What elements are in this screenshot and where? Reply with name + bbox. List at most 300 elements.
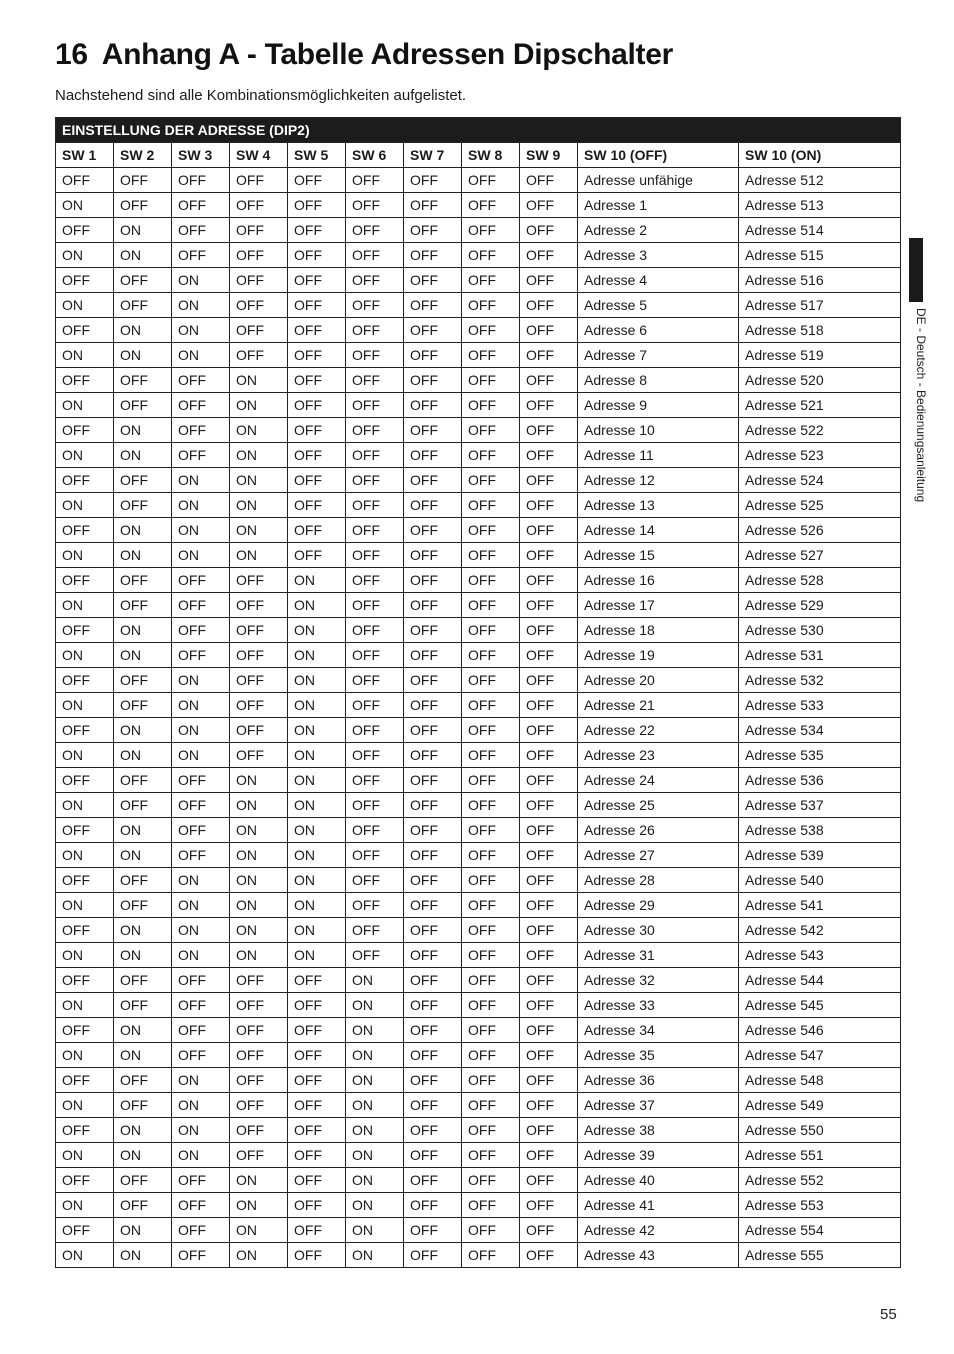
switch-state-cell: OFF bbox=[520, 1068, 578, 1093]
switch-state-cell: ON bbox=[56, 293, 114, 318]
switch-state-cell: ON bbox=[230, 368, 288, 393]
switch-state-cell: OFF bbox=[288, 1018, 346, 1043]
switch-state-cell: ON bbox=[172, 293, 230, 318]
title-text: Anhang A - Tabelle Adressen Dipschalter bbox=[101, 38, 673, 71]
switch-state-cell: OFF bbox=[346, 793, 404, 818]
column-header: SW 10 (ON) bbox=[739, 143, 901, 168]
switch-state-cell: OFF bbox=[288, 1143, 346, 1168]
table-body bbox=[56, 168, 901, 1268]
address-cell: Adresse 531 bbox=[739, 643, 901, 668]
switch-state-cell: ON bbox=[172, 543, 230, 568]
table-row bbox=[56, 1193, 901, 1218]
address-cell: Adresse 515 bbox=[739, 243, 901, 268]
table-row bbox=[56, 1068, 901, 1093]
switch-state-cell: ON bbox=[172, 743, 230, 768]
address-cell: Adresse 11 bbox=[578, 443, 739, 468]
switch-state-cell: OFF bbox=[230, 218, 288, 243]
switch-state-cell: ON bbox=[114, 543, 172, 568]
switch-state-cell: OFF bbox=[230, 643, 288, 668]
switch-state-cell: OFF bbox=[520, 393, 578, 418]
switch-state-cell: OFF bbox=[404, 1118, 462, 1143]
address-cell: Adresse 526 bbox=[739, 518, 901, 543]
page-number: 55 bbox=[880, 1306, 897, 1323]
address-cell: Adresse 20 bbox=[578, 668, 739, 693]
switch-state-cell: OFF bbox=[230, 993, 288, 1018]
switch-state-cell: OFF bbox=[346, 843, 404, 868]
switch-state-cell: OFF bbox=[288, 168, 346, 193]
switch-state-cell: ON bbox=[346, 1243, 404, 1268]
switch-state-cell: ON bbox=[114, 618, 172, 643]
switch-state-cell: OFF bbox=[230, 168, 288, 193]
switch-state-cell: OFF bbox=[346, 293, 404, 318]
dip-address-table bbox=[55, 117, 901, 1268]
switch-state-cell: OFF bbox=[462, 1218, 520, 1243]
switch-state-cell: OFF bbox=[462, 268, 520, 293]
switch-state-cell: ON bbox=[114, 1218, 172, 1243]
switch-state-cell: OFF bbox=[346, 568, 404, 593]
switch-state-cell: OFF bbox=[230, 1018, 288, 1043]
switch-state-cell: OFF bbox=[520, 1018, 578, 1043]
switch-state-cell: ON bbox=[230, 768, 288, 793]
switch-state-cell: ON bbox=[56, 843, 114, 868]
switch-state-cell: OFF bbox=[172, 818, 230, 843]
switch-state-cell: OFF bbox=[404, 1243, 462, 1268]
address-cell: Adresse 539 bbox=[739, 843, 901, 868]
switch-state-cell: OFF bbox=[288, 368, 346, 393]
switch-state-cell: OFF bbox=[520, 993, 578, 1018]
table-row bbox=[56, 1243, 901, 1268]
switch-state-cell: ON bbox=[56, 1143, 114, 1168]
switch-state-cell: OFF bbox=[404, 318, 462, 343]
switch-state-cell: ON bbox=[114, 1118, 172, 1143]
switch-state-cell: OFF bbox=[462, 368, 520, 393]
switch-state-cell: ON bbox=[114, 1143, 172, 1168]
column-header: SW 4 bbox=[230, 143, 288, 168]
switch-state-cell: OFF bbox=[520, 1043, 578, 1068]
switch-state-cell: OFF bbox=[56, 1068, 114, 1093]
switch-state-cell: OFF bbox=[230, 593, 288, 618]
switch-state-cell: OFF bbox=[114, 693, 172, 718]
switch-state-cell: OFF bbox=[172, 418, 230, 443]
switch-state-cell: OFF bbox=[230, 743, 288, 768]
address-cell: Adresse 527 bbox=[739, 543, 901, 568]
switch-state-cell: OFF bbox=[404, 268, 462, 293]
switch-state-cell: OFF bbox=[288, 343, 346, 368]
switch-state-cell: ON bbox=[288, 793, 346, 818]
switch-state-cell: ON bbox=[230, 443, 288, 468]
switch-state-cell: ON bbox=[288, 918, 346, 943]
switch-state-cell: ON bbox=[56, 593, 114, 618]
address-cell: Adresse 24 bbox=[578, 768, 739, 793]
switch-state-cell: OFF bbox=[230, 718, 288, 743]
switch-state-cell: OFF bbox=[520, 843, 578, 868]
intro-text: Nachstehend sind alle Kombinationsmöglichkeiten aufgelistet. bbox=[55, 87, 467, 104]
switch-state-cell: OFF bbox=[172, 1243, 230, 1268]
table-row bbox=[56, 818, 901, 843]
switch-state-cell: OFF bbox=[56, 168, 114, 193]
table-row bbox=[56, 893, 901, 918]
switch-state-cell: OFF bbox=[230, 968, 288, 993]
address-cell: Adresse 525 bbox=[739, 493, 901, 518]
switch-state-cell: OFF bbox=[462, 1068, 520, 1093]
switch-state-cell: OFF bbox=[346, 268, 404, 293]
switch-state-cell: ON bbox=[172, 668, 230, 693]
switch-state-cell: ON bbox=[288, 643, 346, 668]
switch-state-cell: OFF bbox=[172, 193, 230, 218]
switch-state-cell: ON bbox=[230, 918, 288, 943]
switch-state-cell: OFF bbox=[520, 918, 578, 943]
switch-state-cell: OFF bbox=[56, 1168, 114, 1193]
address-cell: Adresse 41 bbox=[578, 1193, 739, 1218]
switch-state-cell: OFF bbox=[404, 1093, 462, 1118]
table-row bbox=[56, 518, 901, 543]
switch-state-cell: OFF bbox=[172, 168, 230, 193]
switch-state-cell: OFF bbox=[404, 1218, 462, 1243]
address-cell: Adresse 3 bbox=[578, 243, 739, 268]
switch-state-cell: ON bbox=[346, 1218, 404, 1243]
switch-state-cell: OFF bbox=[462, 468, 520, 493]
switch-state-cell: OFF bbox=[172, 1043, 230, 1068]
switch-state-cell: OFF bbox=[114, 368, 172, 393]
address-cell: Adresse 553 bbox=[739, 1193, 901, 1218]
switch-state-cell: OFF bbox=[114, 1093, 172, 1118]
switch-state-cell: OFF bbox=[404, 1168, 462, 1193]
switch-state-cell: ON bbox=[230, 1193, 288, 1218]
switch-state-cell: OFF bbox=[520, 968, 578, 993]
switch-state-cell: OFF bbox=[288, 993, 346, 1018]
switch-state-cell: OFF bbox=[114, 868, 172, 893]
switch-state-cell: OFF bbox=[520, 343, 578, 368]
address-cell: Adresse 21 bbox=[578, 693, 739, 718]
address-cell: Adresse 533 bbox=[739, 693, 901, 718]
switch-state-cell: OFF bbox=[56, 618, 114, 643]
switch-state-cell: ON bbox=[346, 1018, 404, 1043]
switch-state-cell: OFF bbox=[346, 443, 404, 468]
address-cell: Adresse 523 bbox=[739, 443, 901, 468]
switch-state-cell: ON bbox=[346, 1193, 404, 1218]
switch-state-cell: OFF bbox=[462, 1018, 520, 1043]
switch-state-cell: OFF bbox=[288, 1168, 346, 1193]
switch-state-cell: OFF bbox=[404, 193, 462, 218]
switch-state-cell: OFF bbox=[230, 318, 288, 343]
switch-state-cell: ON bbox=[288, 593, 346, 618]
address-cell: Adresse 514 bbox=[739, 218, 901, 243]
switch-state-cell: OFF bbox=[230, 193, 288, 218]
switch-state-cell: OFF bbox=[56, 568, 114, 593]
switch-state-cell: OFF bbox=[462, 618, 520, 643]
address-cell: Adresse 542 bbox=[739, 918, 901, 943]
address-cell: Adresse 35 bbox=[578, 1043, 739, 1068]
switch-state-cell: OFF bbox=[462, 868, 520, 893]
switch-state-cell: OFF bbox=[230, 268, 288, 293]
switch-state-cell: OFF bbox=[114, 268, 172, 293]
switch-state-cell: ON bbox=[172, 943, 230, 968]
switch-state-cell: OFF bbox=[404, 618, 462, 643]
column-header: SW 8 bbox=[462, 143, 520, 168]
switch-state-cell: ON bbox=[288, 618, 346, 643]
address-cell: Adresse 517 bbox=[739, 293, 901, 318]
switch-state-cell: OFF bbox=[404, 693, 462, 718]
table-row bbox=[56, 218, 901, 243]
address-cell: Adresse 33 bbox=[578, 993, 739, 1018]
switch-state-cell: OFF bbox=[288, 1218, 346, 1243]
switch-state-cell: OFF bbox=[462, 443, 520, 468]
switch-state-cell: ON bbox=[114, 518, 172, 543]
switch-state-cell: OFF bbox=[230, 668, 288, 693]
switch-state-cell: OFF bbox=[404, 843, 462, 868]
address-cell: Adresse 37 bbox=[578, 1093, 739, 1118]
address-cell: Adresse 28 bbox=[578, 868, 739, 893]
address-cell: Adresse 529 bbox=[739, 593, 901, 618]
switch-state-cell: OFF bbox=[404, 1193, 462, 1218]
switch-state-cell: OFF bbox=[462, 818, 520, 843]
column-header: SW 7 bbox=[404, 143, 462, 168]
address-cell: Adresse 32 bbox=[578, 968, 739, 993]
address-cell: Adresse 19 bbox=[578, 643, 739, 668]
switch-state-cell: ON bbox=[172, 718, 230, 743]
switch-state-cell: OFF bbox=[56, 968, 114, 993]
switch-state-cell: OFF bbox=[288, 268, 346, 293]
address-cell: Adresse 38 bbox=[578, 1118, 739, 1143]
table-row bbox=[56, 918, 901, 943]
table-row bbox=[56, 768, 901, 793]
switch-state-cell: OFF bbox=[462, 1043, 520, 1068]
switch-state-cell: OFF bbox=[114, 968, 172, 993]
switch-state-cell: OFF bbox=[346, 343, 404, 368]
switch-state-cell: OFF bbox=[462, 1118, 520, 1143]
switch-state-cell: ON bbox=[114, 743, 172, 768]
table-row bbox=[56, 718, 901, 743]
switch-state-cell: OFF bbox=[462, 343, 520, 368]
switch-state-cell: OFF bbox=[346, 618, 404, 643]
address-cell: Adresse 512 bbox=[739, 168, 901, 193]
switch-state-cell: ON bbox=[114, 718, 172, 743]
switch-state-cell: OFF bbox=[462, 743, 520, 768]
address-cell: Adresse 538 bbox=[739, 818, 901, 843]
switch-state-cell: ON bbox=[56, 393, 114, 418]
switch-state-cell: OFF bbox=[404, 893, 462, 918]
switch-state-cell: OFF bbox=[520, 618, 578, 643]
table-row bbox=[56, 343, 901, 368]
switch-state-cell: ON bbox=[56, 443, 114, 468]
switch-state-cell: OFF bbox=[56, 1118, 114, 1143]
switch-state-cell: OFF bbox=[56, 518, 114, 543]
switch-state-cell: ON bbox=[114, 918, 172, 943]
switch-state-cell: OFF bbox=[520, 1243, 578, 1268]
switch-state-cell: OFF bbox=[172, 968, 230, 993]
switch-state-cell: OFF bbox=[520, 368, 578, 393]
switch-state-cell: OFF bbox=[172, 1168, 230, 1193]
address-cell: Adresse 513 bbox=[739, 193, 901, 218]
switch-state-cell: OFF bbox=[346, 218, 404, 243]
switch-state-cell: OFF bbox=[172, 443, 230, 468]
switch-state-cell: OFF bbox=[520, 1168, 578, 1193]
address-cell: Adresse 518 bbox=[739, 318, 901, 343]
switch-state-cell: OFF bbox=[288, 318, 346, 343]
switch-state-cell: OFF bbox=[462, 668, 520, 693]
switch-state-cell: ON bbox=[172, 868, 230, 893]
switch-state-cell: OFF bbox=[114, 468, 172, 493]
switch-state-cell: OFF bbox=[462, 1193, 520, 1218]
switch-state-cell: OFF bbox=[288, 1243, 346, 1268]
switch-state-cell: OFF bbox=[520, 1218, 578, 1243]
address-cell: Adresse 4 bbox=[578, 268, 739, 293]
switch-state-cell: OFF bbox=[172, 243, 230, 268]
side-language-label: DE - Deutsch - Bedienungsanleitung bbox=[914, 308, 928, 503]
switch-state-cell: OFF bbox=[230, 343, 288, 368]
switch-state-cell: ON bbox=[114, 1043, 172, 1068]
switch-state-cell: ON bbox=[56, 1093, 114, 1118]
switch-state-cell: OFF bbox=[172, 1218, 230, 1243]
switch-state-cell: OFF bbox=[288, 1093, 346, 1118]
switch-state-cell: ON bbox=[230, 843, 288, 868]
switch-state-cell: OFF bbox=[520, 1118, 578, 1143]
switch-state-cell: OFF bbox=[462, 393, 520, 418]
switch-state-cell: ON bbox=[56, 543, 114, 568]
switch-state-cell: OFF bbox=[404, 918, 462, 943]
switch-state-cell: ON bbox=[230, 943, 288, 968]
switch-state-cell: OFF bbox=[404, 518, 462, 543]
switch-state-cell: OFF bbox=[520, 568, 578, 593]
switch-state-cell: ON bbox=[114, 818, 172, 843]
switch-state-cell: OFF bbox=[520, 1143, 578, 1168]
switch-state-cell: OFF bbox=[404, 393, 462, 418]
switch-state-cell: OFF bbox=[462, 1093, 520, 1118]
switch-state-cell: OFF bbox=[404, 1018, 462, 1043]
switch-state-cell: OFF bbox=[520, 293, 578, 318]
table-row bbox=[56, 543, 901, 568]
address-cell: Adresse 22 bbox=[578, 718, 739, 743]
switch-state-cell: OFF bbox=[462, 718, 520, 743]
address-cell: Adresse 543 bbox=[739, 943, 901, 968]
address-cell: Adresse 544 bbox=[739, 968, 901, 993]
switch-state-cell: OFF bbox=[172, 1193, 230, 1218]
switch-state-cell: OFF bbox=[230, 568, 288, 593]
switch-state-cell: OFF bbox=[230, 1093, 288, 1118]
switch-state-cell: OFF bbox=[346, 743, 404, 768]
table-row bbox=[56, 943, 901, 968]
table-row bbox=[56, 843, 901, 868]
switch-state-cell: OFF bbox=[346, 318, 404, 343]
switch-state-cell: OFF bbox=[230, 293, 288, 318]
switch-state-cell: ON bbox=[288, 943, 346, 968]
switch-state-cell: OFF bbox=[520, 643, 578, 668]
switch-state-cell: OFF bbox=[404, 418, 462, 443]
switch-state-cell: OFF bbox=[404, 968, 462, 993]
switch-state-cell: OFF bbox=[288, 518, 346, 543]
table-row bbox=[56, 643, 901, 668]
switch-state-cell: OFF bbox=[462, 1168, 520, 1193]
switch-state-cell: OFF bbox=[404, 743, 462, 768]
switch-state-cell: OFF bbox=[462, 968, 520, 993]
address-cell: Adresse 12 bbox=[578, 468, 739, 493]
address-cell: Adresse 541 bbox=[739, 893, 901, 918]
switch-state-cell: OFF bbox=[462, 493, 520, 518]
switch-state-cell: ON bbox=[172, 1143, 230, 1168]
switch-state-cell: ON bbox=[56, 693, 114, 718]
switch-state-cell: OFF bbox=[520, 468, 578, 493]
switch-state-cell: ON bbox=[288, 668, 346, 693]
switch-state-cell: ON bbox=[56, 343, 114, 368]
switch-state-cell: ON bbox=[346, 1068, 404, 1093]
switch-state-cell: OFF bbox=[462, 843, 520, 868]
switch-state-cell: OFF bbox=[230, 1143, 288, 1168]
switch-state-cell: OFF bbox=[172, 568, 230, 593]
address-cell: Adresse 39 bbox=[578, 1143, 739, 1168]
switch-state-cell: OFF bbox=[462, 543, 520, 568]
address-cell: Adresse 25 bbox=[578, 793, 739, 818]
switch-state-cell: ON bbox=[172, 518, 230, 543]
switch-state-cell: OFF bbox=[404, 643, 462, 668]
switch-state-cell: OFF bbox=[404, 218, 462, 243]
switch-state-cell: OFF bbox=[346, 468, 404, 493]
switch-state-cell: OFF bbox=[114, 993, 172, 1018]
switch-state-cell: OFF bbox=[520, 268, 578, 293]
switch-state-cell: OFF bbox=[288, 243, 346, 268]
address-cell: Adresse 516 bbox=[739, 268, 901, 293]
address-cell: Adresse 40 bbox=[578, 1168, 739, 1193]
switch-state-cell: OFF bbox=[114, 893, 172, 918]
address-cell: Adresse 551 bbox=[739, 1143, 901, 1168]
switch-state-cell: OFF bbox=[288, 193, 346, 218]
switch-state-cell: OFF bbox=[172, 218, 230, 243]
switch-state-cell: OFF bbox=[172, 393, 230, 418]
switch-state-cell: OFF bbox=[114, 1168, 172, 1193]
switch-state-cell: OFF bbox=[114, 568, 172, 593]
switch-state-cell: OFF bbox=[346, 918, 404, 943]
switch-state-cell: ON bbox=[230, 418, 288, 443]
switch-state-cell: OFF bbox=[404, 943, 462, 968]
switch-state-cell: ON bbox=[56, 493, 114, 518]
switch-state-cell: OFF bbox=[346, 943, 404, 968]
switch-state-cell: OFF bbox=[172, 368, 230, 393]
switch-state-cell: OFF bbox=[404, 368, 462, 393]
column-header: SW 6 bbox=[346, 143, 404, 168]
switch-state-cell: OFF bbox=[114, 193, 172, 218]
switch-state-cell: ON bbox=[56, 243, 114, 268]
switch-state-cell: OFF bbox=[288, 1068, 346, 1093]
switch-state-cell: ON bbox=[114, 243, 172, 268]
switch-state-cell: ON bbox=[230, 393, 288, 418]
address-cell: Adresse 521 bbox=[739, 393, 901, 418]
address-cell: Adresse 7 bbox=[578, 343, 739, 368]
address-cell: Adresse 43 bbox=[578, 1243, 739, 1268]
switch-state-cell: OFF bbox=[56, 1218, 114, 1243]
switch-state-cell: OFF bbox=[520, 718, 578, 743]
switch-state-cell: OFF bbox=[346, 868, 404, 893]
switch-state-cell: OFF bbox=[520, 593, 578, 618]
table-row bbox=[56, 593, 901, 618]
switch-state-cell: OFF bbox=[56, 368, 114, 393]
address-cell: Adresse 2 bbox=[578, 218, 739, 243]
switch-state-cell: OFF bbox=[346, 893, 404, 918]
switch-state-cell: ON bbox=[346, 968, 404, 993]
switch-state-cell: OFF bbox=[462, 293, 520, 318]
address-cell: Adresse 14 bbox=[578, 518, 739, 543]
switch-state-cell: ON bbox=[346, 1143, 404, 1168]
switch-state-cell: OFF bbox=[520, 743, 578, 768]
switch-state-cell: OFF bbox=[462, 243, 520, 268]
switch-state-cell: OFF bbox=[520, 493, 578, 518]
switch-state-cell: OFF bbox=[404, 868, 462, 893]
address-cell: Adresse 548 bbox=[739, 1068, 901, 1093]
address-cell: Adresse 10 bbox=[578, 418, 739, 443]
switch-state-cell: OFF bbox=[230, 1068, 288, 1093]
table-row bbox=[56, 418, 901, 443]
address-cell: Adresse 29 bbox=[578, 893, 739, 918]
switch-state-cell: ON bbox=[230, 893, 288, 918]
switch-state-cell: OFF bbox=[404, 468, 462, 493]
